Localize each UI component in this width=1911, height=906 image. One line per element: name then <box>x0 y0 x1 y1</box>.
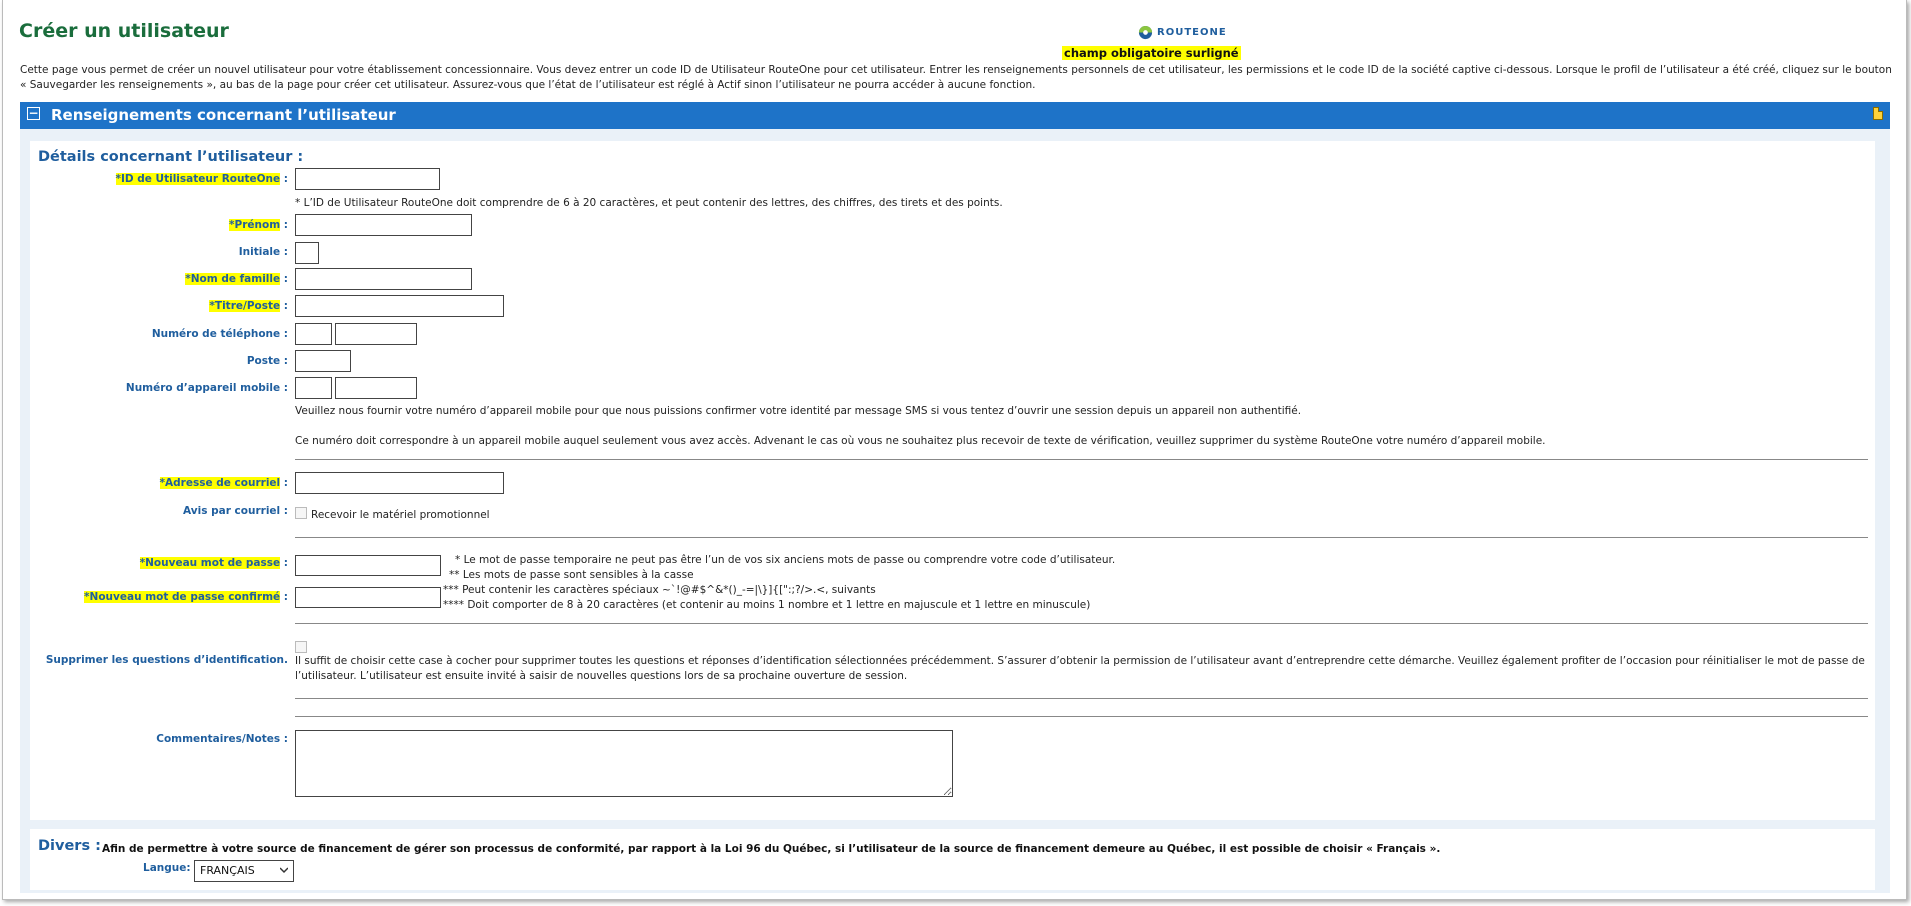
separator <box>295 716 1868 717</box>
email-notice-label: Avis par courriel : <box>183 505 288 517</box>
separator <box>295 537 1868 538</box>
extension-label: Poste : <box>246 355 288 367</box>
job-title-input[interactable] <box>295 295 504 317</box>
last-name-label: *Nom de famille : <box>185 273 288 285</box>
promo-material-checkbox[interactable] <box>295 507 307 519</box>
comments-textarea[interactable] <box>295 730 953 797</box>
section-header <box>20 102 1890 129</box>
email-label: *Adresse de courriel : <box>159 477 288 489</box>
remove-questions-checkbox[interactable] <box>295 641 307 653</box>
new-password-label: *Nouveau mot de passe : <box>139 557 288 569</box>
initial-label: Initiale : <box>238 246 288 258</box>
comments-label: Commentaires/Notes : <box>156 733 288 745</box>
password-rule-3: *** Peut contenir les caractères spéciaux ~`!@#$^&*()_-=|\}]{[":;?/>.<, suivants <box>443 584 876 596</box>
separator <box>295 623 1868 624</box>
section-title: Renseignements concernant l’utilisateur <box>51 106 396 124</box>
routeone-logo-icon <box>1138 25 1153 40</box>
mobile-label: Numéro d’appareil mobile : <box>125 382 288 394</box>
remove-questions-help-2: l’utilisateur. L’utilisateur est ensuite invité à saisir de nouvelles questions lors de sa prochaine ouverture de session. <box>295 670 908 682</box>
email-input[interactable] <box>295 472 504 494</box>
routeone-logo <box>1138 25 1227 40</box>
phone-number-input[interactable] <box>335 323 417 345</box>
mobile-area-input[interactable] <box>295 377 332 399</box>
required-field-note: champ obligatoire surligné <box>1064 46 1239 60</box>
password-rule-4: **** Doit comporter de 8 à 20 caractères (et contenir au moins 1 nombre et 1 lettre en majuscule et 1 lettre en minuscule) <box>443 599 1091 611</box>
intro-line-2: « Sauvegarder les renseignements », au bas de la page pour créer cet utilisateur. Assurez-vous que l’état de l’utilisateur est réglé à Actif sinon l’utilisateur ne pourra accéder à aucune fonction. <box>20 79 1036 91</box>
logo-text: ROUTEONE <box>1157 27 1227 38</box>
remove-questions-label: Supprimer les questions d’identification. <box>45 654 288 666</box>
details-heading: Détails concernant l’utilisateur : <box>38 149 304 165</box>
divers-title: Divers : <box>38 838 101 854</box>
language-select[interactable] <box>194 860 294 882</box>
divers-panel <box>30 829 1875 890</box>
new-password-input[interactable] <box>295 555 441 576</box>
language-label: Langue: <box>143 862 191 874</box>
mobile-number-input[interactable] <box>335 377 417 399</box>
phone-label: Numéro de téléphone : <box>151 328 288 340</box>
password-rule-1: * Le mot de passe temporaire ne peut pas être l’un de vos six anciens mots de passe ou comprendre votre code d’utilisateur. <box>455 554 1116 566</box>
separator <box>295 459 1868 460</box>
confirm-password-label: *Nouveau mot de passe confirmé : <box>84 591 288 603</box>
mobile-help-2: Ce numéro doit correspondre à un appareil mobile auquel seulement vous avez accès. Advenant le cas où vous ne souhaitez plus recevoir de texte de vérification, veuillez supprimer du système RouteOne votre numéro d’appareil mobile. <box>295 435 1546 447</box>
page-title: Créer un utilisateur <box>19 20 229 42</box>
last-name-input[interactable] <box>295 268 472 290</box>
divers-text: Afin de permettre à votre source de financement de gérer son processus de conformité, par rapport à la Loi 96 du Québec, si l’utilisateur de la source de financement demeure au Québec, il est possible de choisir « Français ». <box>102 843 1441 855</box>
minus-box-icon[interactable]: − <box>28 106 39 120</box>
first-name-input[interactable] <box>295 214 472 236</box>
intro-text <box>20 63 1900 93</box>
user-id-input[interactable] <box>295 168 440 190</box>
user-id-help: * L’ID de Utilisateur RouteOne doit comprendre de 6 à 20 caractères, et peut contenir des lettres, des chiffres, des tirets et des points. <box>295 197 1003 209</box>
initial-input[interactable] <box>295 242 319 264</box>
first-name-label: *Prénom : <box>229 219 288 231</box>
user-id-label: *ID de Utilisateur RouteOne : <box>115 173 288 185</box>
mobile-help-1: Veuillez nous fournir votre numéro d’appareil mobile pour que nous puissions confirmer votre identité par message SMS si vous tentez d’ouvrir une session depuis un appareil non authentifié. <box>295 405 1302 417</box>
chevron-down-icon <box>280 866 288 874</box>
extension-input[interactable] <box>295 350 351 372</box>
password-rule-2: ** Les mots de passe sont sensibles à la casse <box>449 569 694 581</box>
job-title-label: *Titre/Poste : <box>209 300 288 312</box>
document-icon[interactable] <box>1873 107 1883 120</box>
promo-material-label: Recevoir le matériel promotionnel <box>311 509 490 521</box>
remove-questions-help-1: Il suffit de choisir cette case à cocher pour supprimer toutes les questions et réponses d’identification sélectionnées précédemment. S’assurer d’obtenir la permission de l’utilisateur avant d’entreprendre cette démarche. Veuillez également profiter de l’occasion pour réinitialiser le mot de passe de <box>295 655 1865 667</box>
language-selected-value: FRANÇAIS <box>200 864 255 877</box>
intro-line-1: Cette page vous permet de créer un nouvel utilisateur pour votre établissement concessionnaire. Vous devez entrer un code ID de Utilisateur RouteOne pour cet utilisateur. Entrer les renseignements personnels de cet utilisateur, les permissions et le code ID de la société captive ci-dessous. Lorsque le profil de l’utilisateur a été créé, cliquez sur le bouton <box>20 64 1892 76</box>
confirm-password-input[interactable] <box>295 587 441 608</box>
separator <box>295 698 1868 699</box>
phone-area-input[interactable] <box>295 323 332 345</box>
